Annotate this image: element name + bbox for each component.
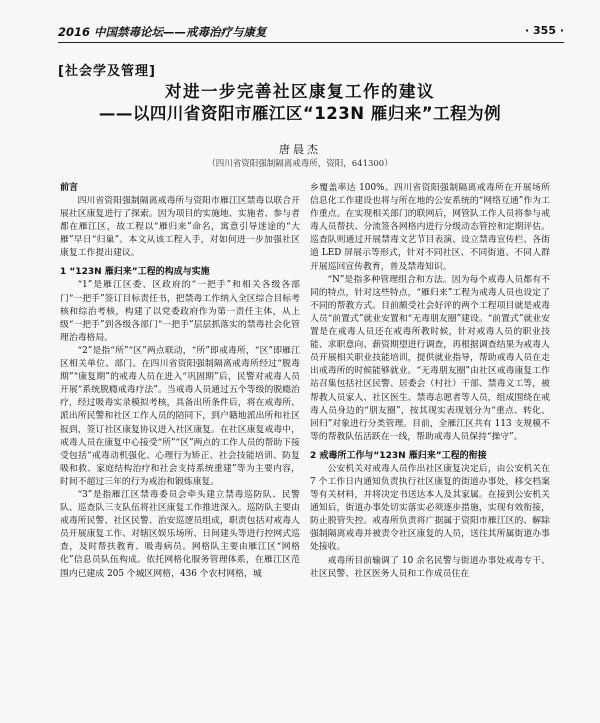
running-header: [58, 22, 564, 43]
preface-paragraph: 四川省资阳强制隔离戒毒所与资阳市雁江区禁毒以联合开展社区康复进行了探索。因为项目的实施地、实施者、参与者都在雁江区，故工程以“雁归来”命名，寓意引导迷途的“大雁”早日“归巢”。本文从该工程入手，对如何进一步加强社区康复工作提出建议。: [60, 196, 300, 259]
article-subtitle: ——以四川省资阳市雁江区“123N 雁归来”工程为例: [98, 104, 502, 123]
section-1-paragraph-2: “2”是指“所”“区”两点联动，“所”即戒毒所，“区”即雁江区相关单位、部门。在四川省资阳强制隔离戒毒所经过“脱毒期”“康复期”的戒毒人员在进入“巩固期”后，民警对戒毒人员开展“系统脱瘾戒毒疗法”。当戒毒人员通过五个等级的脱瘾治疗，经过吸毒实录模拟考核，具备出所条件后，将在戒毒所、派出所民警和社区工作人员的陪同下，到户籍地派出所和社区报到，签订社区康复协议进入社区康复。在社区康复戒毒中，戒毒人员在康复中心接受“所”“区”两点的工作人员的帮助下接受包括“戒毒动机强化、心理行为矫正、社会技能培训、防复吸和救、家庭结构治疗和社会支持系统重建”等为主要内容，时间不超过三年的行为戒治和锻炼康复。: [60, 345, 300, 487]
journal-name: 2016 中国禁毒论坛——戒毒治疗与康复: [58, 25, 267, 39]
section-1-paragraph-1: “1”是雁江区委、区政府的“一把手”和相关各级各部门“一把手”签订目标责任书，把禁毒工作纳入全区综合目标考核和综治考核，构建了以党委政府作为第一责任主体，从上级“一把手”到各级各部门“一把手”层层抓落实的禁毒社会化管理治毒格局。: [60, 280, 300, 343]
page-number: · 355 ·: [525, 24, 564, 37]
section-1-heading: 1 “123N 雁归来”工程的构成与实施: [60, 267, 210, 278]
left-column: [60, 182, 300, 581]
author-affiliation: （四川省资阳强制隔离戒毒所，资阳，641300）: [207, 159, 393, 169]
section-1-paragraph-3: “3”是指雁江区禁毒委员会牵头建立禁毒巡防队、民警队、巡查队三支队伍将社区康复工作推进深入。巡防队主要由戒毒所民警、社区民警、治安巡逻员组成，职责包括对戒毒人员开展康复工作、对辖区娱乐场所、日间建头等进行控网式巡查，及时帮扶教育、吸毒病员。网格队主要由雁江区“网格化”信息员队伍构成。依托网格化服务管理体系，在雁江区范围内已建成 205 个城区网格，436 个农村网格，城: [60, 489, 300, 579]
article-title: 对进一步完善社区康复工作的建议: [165, 82, 435, 101]
author-name: 唐晨杰: [279, 143, 321, 156]
preface-heading: 前言: [60, 183, 79, 193]
column-tag: [社会学及管理]: [58, 64, 156, 79]
section-2-heading: 2 戒毒所工作与“123N 雁归来”工程的衔接: [310, 450, 487, 461]
continued-paragraph: 乡覆盖率达 100%。四川省资阳强制隔离戒毒所在开展场所信息化工作建设也将与所在地的公安系统的“网络互通”作为工作重点。在实现相关部门的联网后，网管队工作人员将参与戒毒人员帮扶、分流签各网格内进行分级动态管控和定期评估。巡查队则通过开展禁毒文艺节目表演、设立禁毒宣传栏、各街道 LED 屏展示等形式，针对不同社区、不同街道、不同人群开展巡回宣传教育，普及禁毒知识。: [310, 183, 550, 272]
section-2-paragraph-2: 戒毒所目前输调了 10 余名民警与街道办事处戒毒专干、社区民警、社区医务人员和工作成员住在: [310, 555, 550, 579]
right-column: [310, 182, 550, 581]
n-paragraph: “N”是指多种管理组合和方法。因为每个戒毒人员都有不同的特点，针对这些特点，“雁归来”工程为戒毒人员也设定了不同的帮教方式。目前颇受社会好评的两个工程项目就是戒毒人员“前置式”就业安置和“无毒朋友圈”建设。“前置式”就业安置是在戒毒人员还在戒毒所教时候，针对戒毒人员的职业技能、求职意向、薪资期望进行调查，再根据调查结果为戒毒人员开展相关职业技能培训，提供就业指导，帮助戒毒人员在走出戒毒所的时候能够就业。“无毒朋友圈”由社区戒毒康复工作站召集包括社区民警、居委会（村社）干部、禁毒义工等，被帮教人员家人、社区医生、禁毒志愿者等人员，组成围绕在戒毒人员身边的“朋友圈”，按其现实表现划分为“重点、转化、回归”对象进行分类管理。目前，全雁江区共有 113 支规模不等的帮教队伍活跃在一线，帮助戒毒人员保持“操守”。: [310, 274, 550, 442]
section-2-paragraph-1: 公安机关对戒毒人员作出社区康复决定后，由公安机关在 7 个工作日内通知负责执行社区康复的街道办事处，移交档案等有关材料，并将决定书送达本人及其家属。在接到公安机关通知后，街道办事处切实落实必须逐步措施，实现有效衔接，防止脱管失控。戒毒所负责将广据属于资阳市雁江区的、解除强制隔离戒毒并被责令社区康复的人员，送往其所属街道办事处接收。: [310, 463, 550, 553]
